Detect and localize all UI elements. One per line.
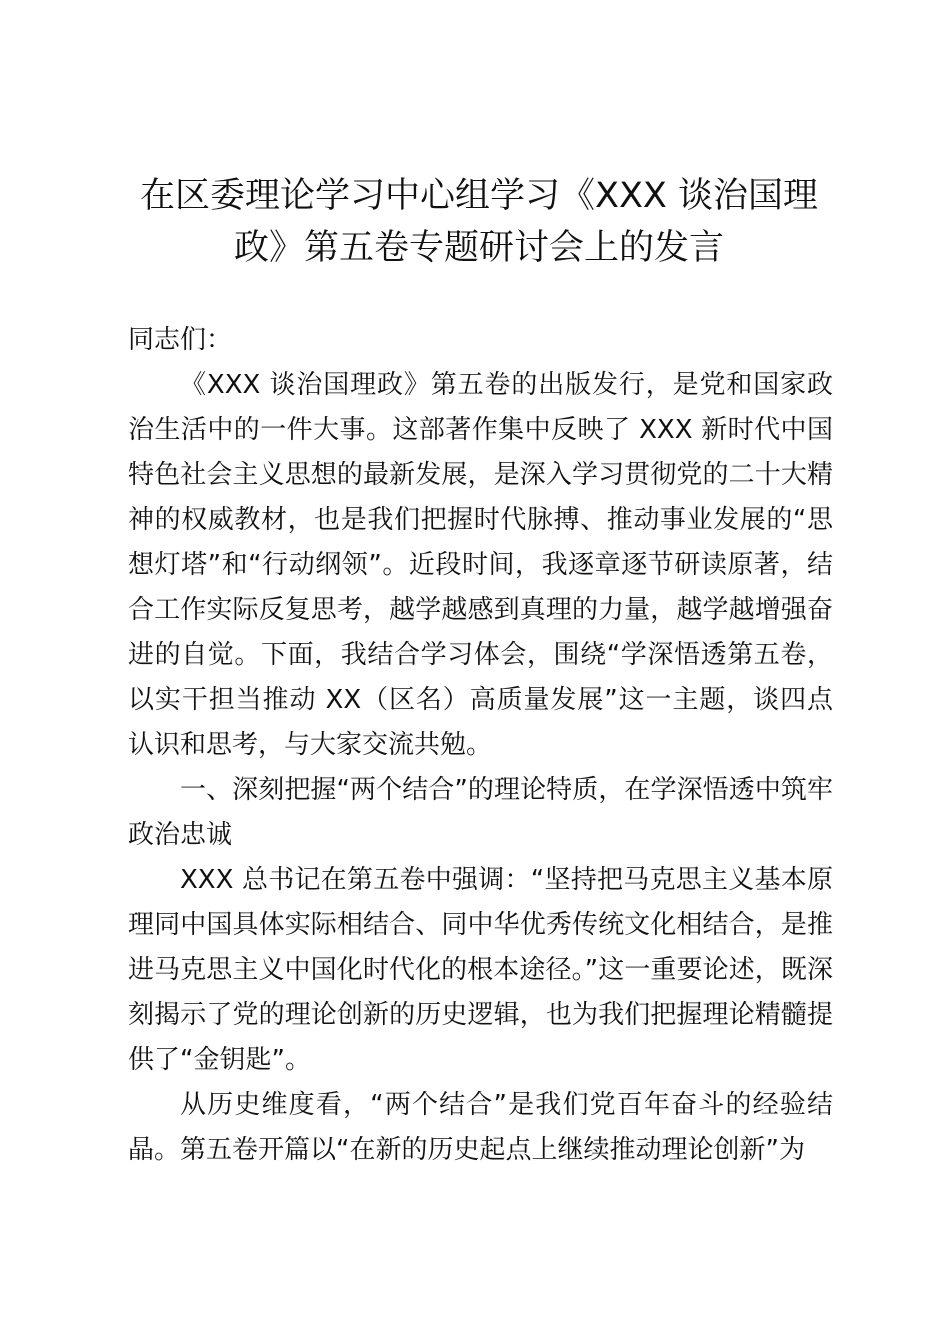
paragraph-quote: XXX 总书记在第五卷中强调：“坚持把马克思主义基本原理同中国具体实际相结合、同中华优秀传统文化相结合，是推进马克思主义中国化时代化的根本途径。”这一重要论述，既深刻揭示了党的理论创新的历史逻辑，也为我们把握理论精髓提供了“金钥匙”。	[128, 865, 833, 1075]
title-line-2: 政》第五卷专题研讨会上的发言	[233, 228, 724, 268]
title-line-1: 在区委理论学习中心组学习《XXX 谈治国理	[139, 176, 819, 216]
document-title	[120, 170, 838, 274]
salutation: 同志们：	[128, 325, 233, 355]
section-heading-1: 一、深刻把握“两个结合”的理论特质，在学深悟透中筑牢政治忠诚	[128, 775, 833, 850]
paragraph-intro: 《XXX 谈治国理政》第五卷的出版发行，是党和国家政治生活中的一件大事。这部著作集中反映了 XXX 新时代中国特色社会主义思想的最新发展，是深入学习贯彻党的二十大精神的权威教材，也是我们把握时代脉搏、推动事业发展的“思想灯塔”和“行动纲领”。近段时间，我逐章逐节研读原著，结合工作实际反复思考，越学越感到真理的力量，越学越增强奋进的自觉。下面，我结合学习体会，围绕“学深悟透第五卷，以实干担当推动 XX（区名）高质量发展”这一主题，谈四点认识和思考，与大家交流共勉。	[128, 370, 833, 760]
paragraph-history: 从历史维度看，“两个结合”是我们党百年奋斗的经验结晶。第五卷开篇以“在新的历史起点上继续推动理论创新”为	[128, 1090, 833, 1165]
document-body	[128, 318, 833, 1173]
